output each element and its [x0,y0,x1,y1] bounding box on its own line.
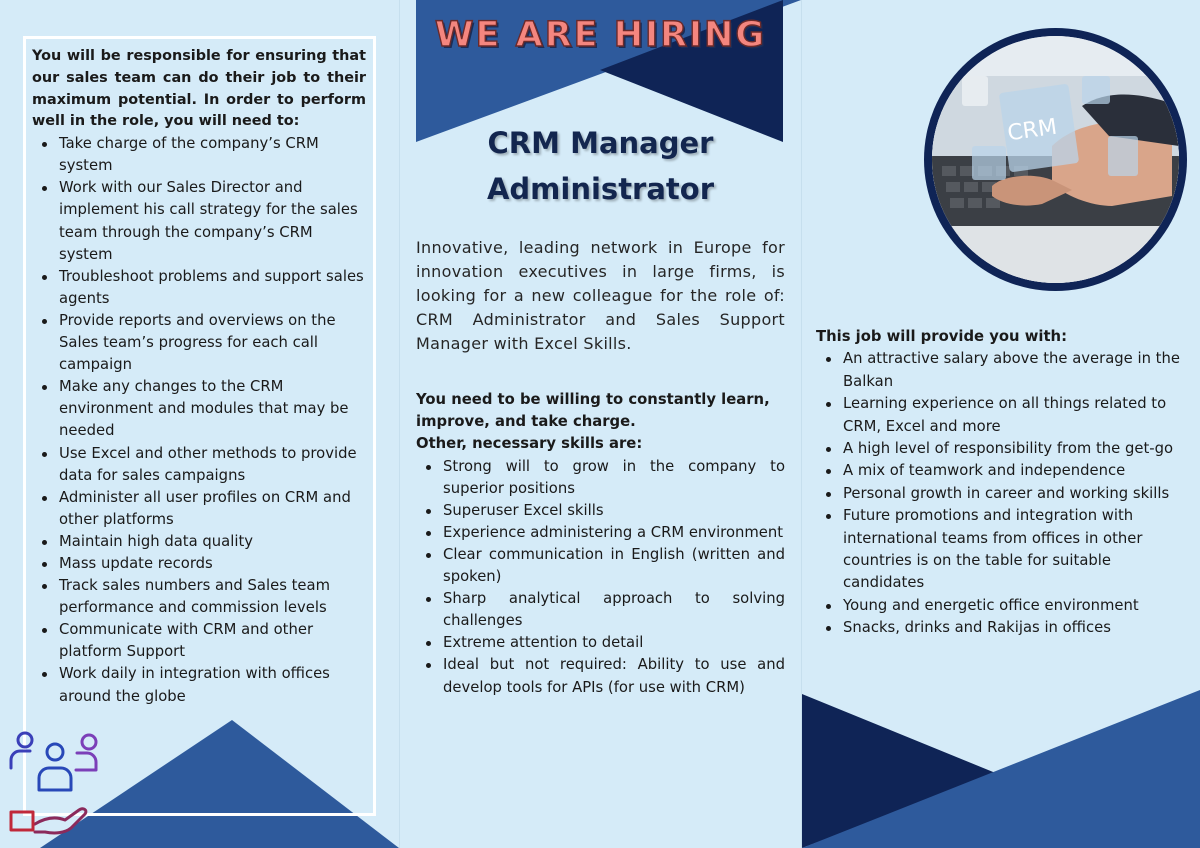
benefit-item: A mix of teamwork and independence [816,460,1186,482]
benefit-item: A high level of responsibility from the get-go [816,438,1186,460]
responsibility-item: Take charge of the company’s CRM system [32,133,366,177]
benefit-item: Snacks, drinks and Rakijas in offices [816,617,1186,639]
responsibility-item: Use Excel and other methods to provide data for sales campaigns [32,443,366,487]
middle-panel [400,0,801,848]
left-panel [0,0,399,848]
team-support-icon [5,728,105,840]
skill-item: Sharp analytical approach to solving challenges [416,588,785,632]
benefit-item: Personal growth in career and working skills [816,483,1186,505]
responsibilities-intro: You will be responsible for ensuring that our sales team can do their job to their maximum potential. In order to perform well in the role, you will need to: [32,48,366,130]
crm-keyboard-illustration [932,36,1179,283]
benefit-item: Learning experience on all things related to CRM, Excel and more [816,393,1186,438]
responsibility-item: Work with our Sales Director and implement his call strategy for the sales team through the company’s CRM system [32,177,366,265]
benefit-item: Future promotions and integration with international teams from offices in other countries is on the table for suitable candidates [816,505,1186,595]
skill-item: Ideal but not required: Ability to use and develop tools for APIs (for use with CRM) [416,654,785,698]
job-title-line-2: Administrator [486,172,715,206]
skill-item: Extreme attention to detail [416,632,785,654]
responsibility-item: Work daily in integration with offices around the globe [32,663,366,707]
right-decor-triangles [802,690,1200,848]
right-panel [802,0,1200,848]
responsibility-item: Track sales numbers and Sales team performance and commission levels [32,575,366,619]
responsibility-item: Maintain high data quality [32,531,366,553]
responsibilities-list [32,133,366,707]
skills-lead: You need to be willing to constantly learn, improve, and take charge. [416,391,770,431]
crm-photo-circle [924,28,1187,291]
benefit-item: Young and energetic office environment [816,595,1186,617]
responsibility-item: Provide reports and overviews on the Sales team’s progress for each call campaign [32,310,366,376]
responsibility-item: Troubleshoot problems and support sales agents [32,266,366,310]
skill-item: Clear communication in English (written and spoken) [416,544,785,588]
skill-item: Experience administering a CRM environment [416,522,785,544]
skills-list [416,456,785,699]
hiring-banner: WE ARE HIRING [434,15,767,55]
responsibilities-section [32,46,366,708]
crm-photo-label: CRM [1005,114,1059,147]
responsibility-item: Communicate with CRM and other platform Support [32,619,366,663]
company-description: Innovative, leading network in Europe for innovation executives in large firms, is looking for a new colleague for the role of: CRM Administrator and Sales Support Manager with Excel Skills. [416,238,785,353]
job-title-line-1: CRM Manager [487,126,714,160]
job-title [400,120,801,212]
benefits-lead: This job will provide you with: [816,328,1067,345]
skill-item: Strong will to grow in the company to superior positions [416,456,785,500]
responsibility-item: Mass update records [32,553,366,575]
crm-photo [932,36,1179,283]
benefits-list [816,348,1186,639]
skills-section [416,389,785,699]
benefits-section [816,326,1186,640]
skills-sublead: Other, necessary skills are: [416,435,643,453]
benefit-item: An attractive salary above the average in the Balkan [816,348,1186,393]
responsibility-item: Administer all user profiles on CRM and other platforms [32,487,366,531]
responsibility-item: Make any changes to the CRM environment and modules that may be needed [32,376,366,442]
skill-item: Superuser Excel skills [416,500,785,522]
